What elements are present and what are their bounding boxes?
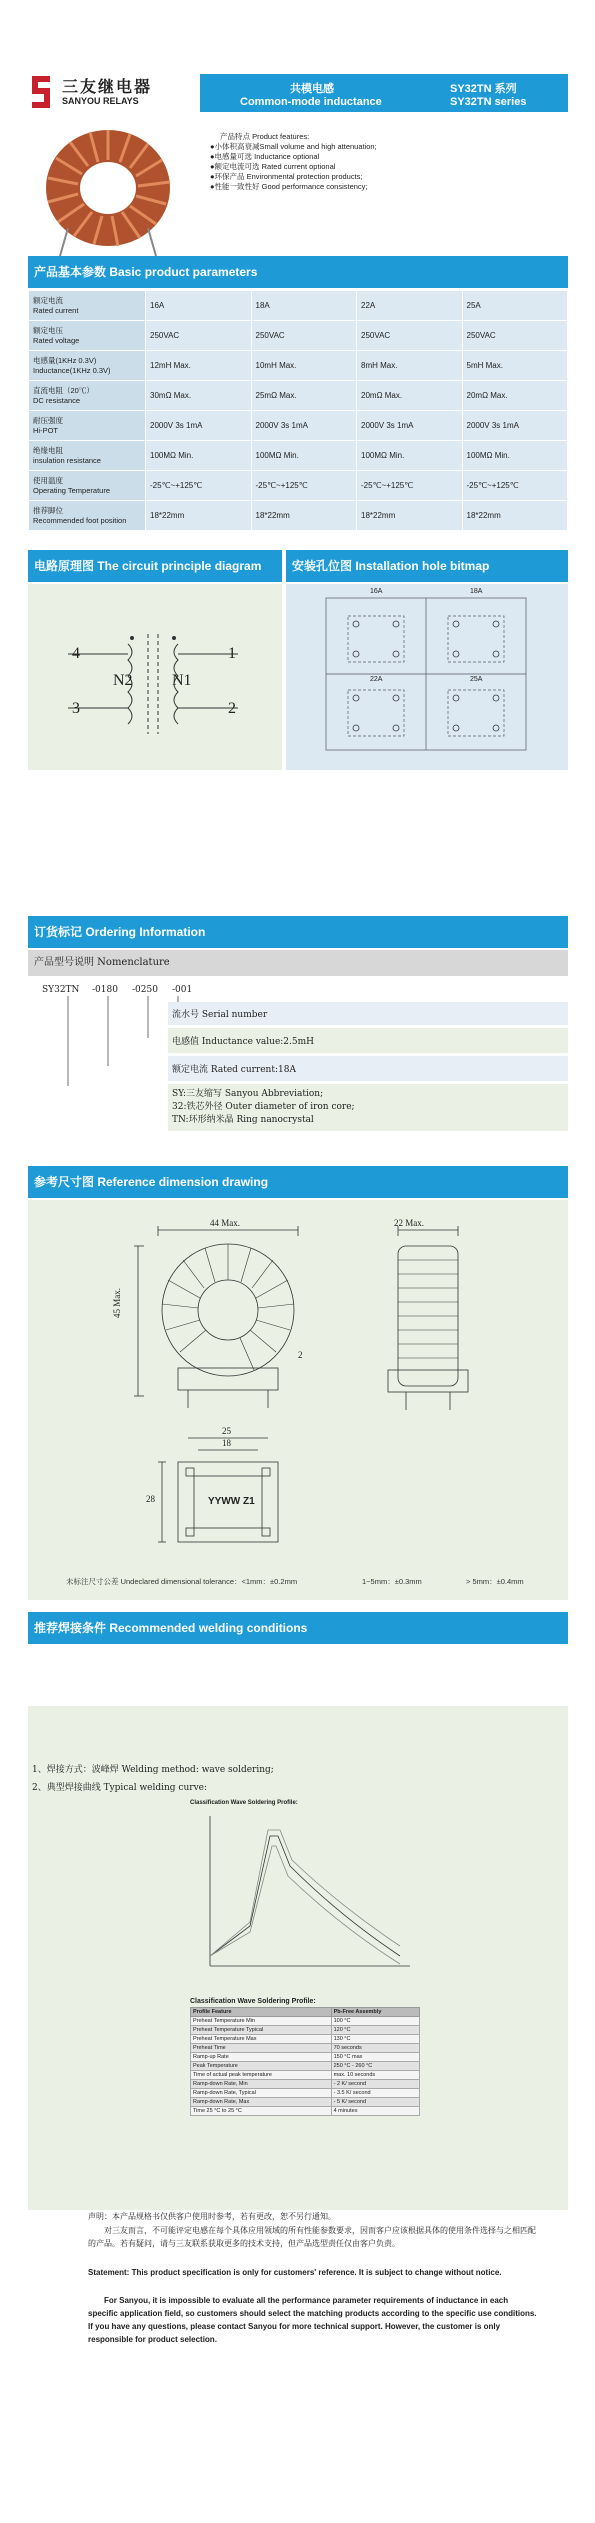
profile-cell: Ramp-down Rate, Typical: [191, 2089, 332, 2098]
section-ordering: 订货标记 Ordering Information: [28, 916, 568, 948]
legend-line: SY:三友缩写 Sanyou Abbreviation;: [172, 1089, 324, 1099]
profile-cell: Preheat Time: [191, 2044, 332, 2053]
pin-label: 2: [228, 700, 236, 717]
profile-cell: 150 °C max: [331, 2053, 419, 2062]
profile-cell: 100 °C: [331, 2017, 419, 2026]
coil-label: N1: [172, 672, 192, 689]
param-value: 100MΩ Min.: [146, 441, 252, 471]
params-row: [29, 471, 568, 501]
install-label: 16A: [370, 588, 383, 595]
param-label: 推荐脚位 Recommended foot position: [29, 501, 146, 531]
feature-item: ●额定电流可选 Rated current optional: [210, 162, 336, 171]
legend-line: TN:环形纳米晶 Ring nanocrystal: [172, 1115, 314, 1125]
table-title: Classification Wave Soldering Profile:: [190, 1998, 316, 2005]
profile-cell: Preheat Temperature Min: [191, 2017, 332, 2026]
param-label: 绝缘电阻 insulation resistance: [29, 441, 146, 471]
code-part: SY32TN: [42, 985, 80, 995]
profile-cell: Ramp-up Rate: [191, 2053, 332, 2062]
dim-bottom-w1: 25: [222, 1426, 231, 1436]
profile-row: [191, 2017, 420, 2026]
dim-bottom-h: 28: [146, 1494, 155, 1504]
section-install: 安装孔位图 Installation hole bitmap: [286, 550, 568, 582]
param-label: 使用温度 Operating Temperature: [29, 471, 146, 501]
circuit-diagram: [28, 584, 282, 770]
coil-label: N2: [113, 672, 133, 689]
nomenclature-current: 额定电流 Rated current:18A: [168, 1056, 568, 1082]
params-row: [29, 501, 568, 531]
statement-en-2: For Sanyou, it is impossible to evaluate all the performance parameter requirements of inductance in each specific application field, so customers should select the matching products according to the specific use conditions. If you have any questions, please contact Sanyou for more technical support. However, the customer is only responsible for product selection.: [88, 2296, 537, 2344]
param-value: 16A: [146, 291, 252, 321]
param-value: 18A: [251, 291, 357, 321]
header-series-en: SY32TN series: [450, 96, 527, 108]
feature-item: ●性能一致性好 Good performance consistency;: [210, 182, 368, 191]
profile-row: [191, 2062, 420, 2071]
nomenclature-row: [28, 1002, 568, 1026]
pin-label: 4: [72, 645, 80, 662]
feature-item: ●环保产品 Environmental protection products;: [210, 172, 363, 181]
pin-label: 3: [72, 700, 80, 717]
param-label: 电感量(1KHz 0.3V) Inductance(1KHz 0.3V): [29, 351, 146, 381]
profile-cell: - 5 K/ second: [331, 2098, 419, 2107]
nomenclature-row: [28, 1084, 568, 1132]
features-list: [210, 132, 377, 192]
params-row: [29, 441, 568, 471]
feature-item: ●小体积高衰减Small volume and high attenuation;: [210, 142, 377, 151]
code-part: -0180: [92, 985, 118, 995]
code-part: -001: [172, 985, 193, 995]
param-value: 18*22mm: [251, 501, 357, 531]
profile-row: [191, 2098, 420, 2107]
profile-cell: 4 minutes: [331, 2107, 419, 2116]
pin-label: 1: [228, 645, 236, 662]
dim-bottom-w2: 18: [222, 1438, 231, 1448]
param-label: 额定电压 Rated voltage: [29, 321, 146, 351]
param-value: -25℃~+125℃: [357, 471, 463, 501]
params-row: [29, 411, 568, 441]
feature-title: 产品特点 Product features:: [220, 132, 310, 141]
param-value: 10mH Max.: [251, 351, 357, 381]
param-value: 2000V 3s 1mA: [357, 411, 463, 441]
param-value: 20mΩ Max.: [462, 381, 568, 411]
brand-name-en: SANYOU RELAYS: [62, 96, 139, 106]
header-title-cn: 共模电感: [290, 83, 334, 95]
params-row: [29, 351, 568, 381]
dimension-drawing: [28, 1200, 568, 1600]
param-value: 5mH Max.: [462, 351, 568, 381]
install-label: 25A: [470, 676, 483, 683]
params-row: [29, 291, 568, 321]
param-value: 250VAC: [146, 321, 252, 351]
param-value: -25℃~+125℃: [146, 471, 252, 501]
profile-table: [190, 1998, 420, 2116]
params-row: [29, 321, 568, 351]
section-reference: 参考尺寸图 Reference dimension drawing: [28, 1166, 568, 1198]
param-value: 250VAC: [357, 321, 463, 351]
profile-cell: Time of actual peak temperature: [191, 2071, 332, 2080]
welding-curve-label: 2、典型焊接曲线 Typical welding curve:: [32, 1783, 208, 1793]
profile-cell: Ramp-down Rate, Min: [191, 2080, 332, 2089]
nomenclature-heading: 产品型号说明 Nomenclature: [28, 950, 568, 976]
brand-name-cn: 三友继电器: [62, 79, 153, 96]
profile-row: [191, 2080, 420, 2089]
param-value: 20mΩ Max.: [357, 381, 463, 411]
header-series-cn: SY32TN 系列: [450, 83, 517, 95]
param-value: 100MΩ Min.: [462, 441, 568, 471]
section-basic-params: 产品基本参数 Basic product parameters: [28, 256, 568, 288]
profile-row: [191, 2053, 420, 2062]
profile-cell: Peak Temperature: [191, 2062, 332, 2071]
profile-cell: - 2 K/ second: [331, 2080, 419, 2089]
legend-line: 32:铁芯外径 Outer diameter of iron core;: [172, 1102, 355, 1112]
statement-cn-2: 对三友而言，不可能评定电感在每个具体应用领域的所有性能参数要求，因而客户应该根据具体的使用条件选择与之相匹配的产品。若有疑问，请与三友联系获取更多的技术支持，但产品选型责任仅由客户负责。: [88, 2226, 536, 2248]
tolerance-note: 1~5mm：±0.3mm: [362, 1577, 422, 1586]
param-label: 耐压强度 Hi-POT: [29, 411, 146, 441]
profile-row: [191, 2089, 420, 2098]
param-label: 直流电阻（20℃） DC resistance: [29, 381, 146, 411]
install-label: 22A: [370, 676, 383, 683]
param-value: 2000V 3s 1mA: [462, 411, 568, 441]
nomenclature-inductance: 电感值 Inductance value:2.5mH: [168, 1028, 568, 1054]
profile-cell: Time 25 °C to 25 °C: [191, 2107, 332, 2116]
wave-profile-chart: [190, 1800, 420, 1990]
logo: [28, 72, 188, 112]
param-value: 18*22mm: [357, 501, 463, 531]
feature-item: ●电感量可选 Inductance optional: [210, 152, 320, 161]
param-value: 18*22mm: [462, 501, 568, 531]
params-table: [28, 290, 568, 531]
param-value: 25mΩ Max.: [251, 381, 357, 411]
chart-title: Classification Wave Soldering Profile:: [190, 1800, 298, 1806]
install-label: 18A: [470, 588, 483, 595]
tolerance-note: > 5mm：±0.4mm: [466, 1577, 524, 1586]
sanyou-logo-icon: [28, 72, 54, 112]
profile-cell: 250 °C - 260 °C: [331, 2062, 419, 2071]
dim-depth-label: 22 Max.: [394, 1218, 424, 1228]
product-photo: [28, 118, 188, 258]
profile-curve: [190, 1806, 420, 1986]
nomenclature-row: [28, 1028, 568, 1054]
nomenclature-legend: [168, 1084, 568, 1132]
param-value: 18*22mm: [146, 501, 252, 531]
param-value: 8mH Max.: [357, 351, 463, 381]
header-title-en: Common-mode inductance: [240, 96, 382, 108]
dim-height-label: 45 Max.: [112, 1288, 122, 1318]
param-value: 25A: [462, 291, 568, 321]
param-value: 250VAC: [462, 321, 568, 351]
section-welding: 推荐焊接条件 Recommended welding conditions: [28, 1612, 568, 1644]
profile-table-grid: [190, 2007, 420, 2116]
table-header: Pb-Free Assembly: [331, 2008, 419, 2017]
section-circuit: 电路原理图 The circuit principle diagram: [28, 550, 282, 582]
marking-label: YYWW Z1: [208, 1496, 255, 1507]
nomenclature-serial: 流水号 Serial number: [168, 1002, 568, 1026]
profile-cell: - 3.5 K/ second: [331, 2089, 419, 2098]
profile-cell: max. 10 seconds: [331, 2071, 419, 2080]
profile-row: [191, 2044, 420, 2053]
param-value: 250VAC: [251, 321, 357, 351]
param-value: -25℃~+125℃: [251, 471, 357, 501]
param-value: 2000V 3s 1mA: [251, 411, 357, 441]
nomenclature-row: [28, 1056, 568, 1082]
profile-row: [191, 2026, 420, 2035]
profile-cell: Ramp-down Rate, Max: [191, 2098, 332, 2107]
dim-pin-label: 2: [298, 1350, 303, 1360]
param-value: 2000V 3s 1mA: [146, 411, 252, 441]
param-label: 额定电流 Rated current: [29, 291, 146, 321]
param-value: 100MΩ Min.: [357, 441, 463, 471]
param-value: -25℃~+125℃: [462, 471, 568, 501]
install-hole-bitmap: [286, 584, 568, 770]
profile-cell: 120 °C: [331, 2026, 419, 2035]
table-header: Profile Feature: [191, 2008, 332, 2017]
statement-en-1: Statement: This product specification is only for customers' reference. It is subject to change without notice.: [88, 2268, 502, 2277]
profile-row: [191, 2035, 420, 2044]
param-value: 12mH Max.: [146, 351, 252, 381]
profile-cell: 70 seconds: [331, 2044, 419, 2053]
param-value: 30mΩ Max.: [146, 381, 252, 411]
tolerance-note: 未标注尺寸公差 Undeclared dimensional tolerance：<1mm：±0.2mm: [66, 1577, 298, 1586]
profile-cell: Preheat Temperature Max: [191, 2035, 332, 2044]
profile-cell: Preheat Temperature Typical: [191, 2026, 332, 2035]
param-value: 100MΩ Min.: [251, 441, 357, 471]
params-row: [29, 381, 568, 411]
param-value: 22A: [357, 291, 463, 321]
profile-row: [191, 2107, 420, 2116]
statement-cn-1: 声明：本产品规格书仅供客户使用时参考，若有更改，恕不另行通知。: [88, 2212, 336, 2221]
welding-method: 1、焊接方式：波峰焊 Welding method: wave soldering;: [32, 1765, 274, 1775]
dim-width-label: 44 Max.: [210, 1218, 240, 1228]
profile-cell: 130 °C: [331, 2035, 419, 2044]
code-part: -0250: [132, 985, 158, 995]
profile-row: [191, 2071, 420, 2080]
